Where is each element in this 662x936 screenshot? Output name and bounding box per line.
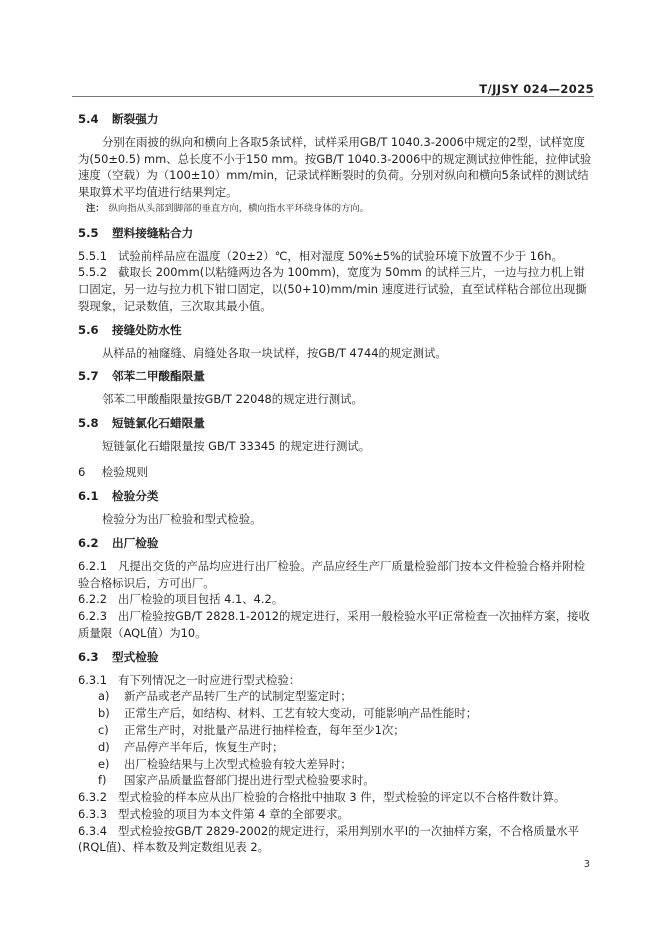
- clause-text: 试验前样品应在温度（20±2）℃，相对湿度 50%±5%的试验环境下放置不少于 16h。: [118, 248, 563, 263]
- clause-text: 型式检验的项目为本文件第 4 章的全部要求。: [118, 806, 349, 821]
- clause-number: 6.2.3: [78, 609, 107, 624]
- section-number: 5.8: [78, 415, 99, 430]
- heading-6-1: [78, 488, 594, 505]
- paragraph-6-1: 检验分为出厂检验和型式检验。: [102, 512, 262, 527]
- section-number: 5.5: [78, 225, 99, 240]
- heading-5-4: [78, 111, 594, 128]
- list-marker: e): [98, 756, 110, 771]
- section-number: 5.6: [78, 322, 99, 337]
- list-text: 正常生产时，对批量产品进行抽样检查，每年至少1次；: [124, 722, 405, 737]
- clause-number: 6.3.1: [78, 672, 107, 687]
- clause-text: 截取长 200mm(以粘缝两边各为 100mm)，宽度为 50mm 的试样三片，一边与拉力机上钳口固定，另一边与拉力机下钳口固定，以(50+10)mm/min 速度进行试验，直至试样粘合部位出现撕裂现象，记录数值，三次取其最小值。: [78, 265, 587, 313]
- clause-5-5-2: [78, 264, 594, 314]
- list-item-a: [78, 688, 594, 705]
- list-marker: f): [98, 773, 107, 788]
- note-5-4: [78, 201, 594, 218]
- clause-text: 出厂检验按GB/T 2828.1-2012的规定进行，采用一般检验水平Ⅰ正常检查一次抽样方案，接收质量限（AQL值）为10。: [78, 609, 590, 640]
- section-title: 出厂检验: [112, 535, 159, 550]
- clause-number: 6.2.2: [78, 592, 107, 607]
- chapter-number: 6: [78, 464, 86, 479]
- section-number: 5.7: [78, 369, 99, 384]
- heading-5-7: [78, 368, 594, 385]
- clause-6-3-3: [78, 806, 594, 823]
- list-text: 产品停产半年后，恢复生产时；: [124, 739, 284, 754]
- section-number: 6.1: [78, 489, 99, 504]
- clause-number: 6.3.4: [78, 823, 107, 838]
- section-title: 短链氯化石蜡限量: [112, 415, 205, 430]
- heading-5-8: [78, 415, 594, 432]
- paragraph-5-8: 短链氯化石蜡限量按 GB/T 33345 的规定进行测试。: [102, 438, 371, 453]
- clause-6-2-3: [78, 608, 594, 642]
- heading-6-2: [78, 535, 594, 552]
- section-number: 6.3: [78, 649, 99, 664]
- section-number: 6.2: [78, 535, 99, 550]
- list-item-c: [78, 722, 594, 739]
- list-text: 新产品或老产品转厂生产的试制定型鉴定时；: [124, 689, 352, 704]
- note-text: 纵向指从头部到脚部的垂直方向，横向指水平环绕身体的方向。: [108, 202, 369, 214]
- clause-number: 6.2.1: [78, 558, 107, 573]
- clause-text: 凡提出交货的产品均应进行出厂检验。产品应经生产厂质量检验部门按本文件检验合格并附检验合格标识后，方可出厂。: [78, 558, 586, 590]
- clause-6-3-4: [78, 823, 594, 857]
- list-item-b: [78, 705, 594, 722]
- note-label: 注：: [86, 202, 105, 214]
- list-text: 国家产品质量监督部门提出进行型式检验要求时。: [124, 773, 375, 788]
- list-item-f: [78, 772, 594, 789]
- paragraph-5-4: 分别在雨披的纵向和横向上各取5条试样，试样采用GB/T 1040.3-2006中规定的2型，试样宽度为(50±0.5) mm、总长度不小于150 mm。按GB/T 1040.3-2006中的规定测试拉伸性能，拉伸试验速度（空载）为（100±10）mm/min，记录试样断裂时的负荷。分别对纵向和横向5条试样的测试结果取算术平均值进行结果判定。: [78, 134, 592, 200]
- list-text: 出厂检验结果与上次型式检验有较大差异时；: [124, 756, 352, 771]
- heading-5-5: [78, 225, 594, 242]
- clause-6-3-1: [78, 672, 594, 689]
- list-item-e: [78, 756, 594, 773]
- clause-number: 5.5.2: [78, 265, 107, 280]
- paragraph-5-7: 邻苯二甲酸酯限量按GB/T 22048的规定进行测试。: [102, 392, 363, 407]
- paragraph-5-6: 从样品的袖窿缝、肩缝处各取一块试样，按GB/T 4744的规定测试。: [102, 345, 447, 360]
- section-title: 接缝处防水性: [112, 322, 182, 337]
- list-marker: a): [98, 689, 110, 704]
- list-text: 正常生产后，如结构、材料、工艺有较大变动，可能影响产品性能时；: [124, 706, 478, 721]
- section-number: 5.4: [78, 112, 99, 126]
- clause-number: 5.5.1: [78, 248, 107, 263]
- header-rule: [72, 96, 594, 97]
- clause-text: 有下列情况之一时应进行型式检验：: [118, 672, 301, 687]
- section-title: 塑料接缝粘合力: [112, 225, 194, 240]
- section-title: 检验分类: [112, 489, 159, 504]
- clause-6-3-2: [78, 789, 594, 806]
- list-item-d: [78, 739, 594, 756]
- list-marker: d): [98, 739, 110, 754]
- clause-text: 型式检验按GB/T 2829-2002的规定进行，采用判别水平Ⅰ的一次抽样方案，不合格质量水平(RQL值)、样本数及判定数组见表 2。: [78, 823, 580, 855]
- heading-6-3: [78, 649, 594, 666]
- heading-6: [78, 464, 594, 481]
- clause-5-5-1: [78, 248, 594, 265]
- clause-text: 型式检验的样本应从出厂检验的合格批中抽取 3 件，型式检验的评定以不合格件数计算。: [118, 790, 566, 805]
- section-title: 断裂强力: [112, 112, 159, 126]
- section-title: 邻苯二甲酸酯限量: [112, 369, 205, 384]
- chapter-title: 检验规则: [101, 464, 149, 479]
- clause-6-2-2: [78, 591, 594, 608]
- clause-number: 6.3.2: [78, 790, 107, 805]
- standard-code: T/JJSY 024—2025: [479, 82, 594, 96]
- section-title: 型式检验: [112, 649, 159, 664]
- clause-6-2-1: [78, 558, 594, 592]
- heading-5-6: [78, 322, 594, 339]
- page-content: [78, 104, 594, 856]
- list-marker: b): [98, 706, 110, 721]
- clause-text: 出厂检验的项目包括 4.1、4.2。: [118, 592, 284, 607]
- page-number: 3: [583, 859, 590, 870]
- list-marker: c): [98, 722, 109, 737]
- clause-number: 6.3.3: [78, 806, 107, 821]
